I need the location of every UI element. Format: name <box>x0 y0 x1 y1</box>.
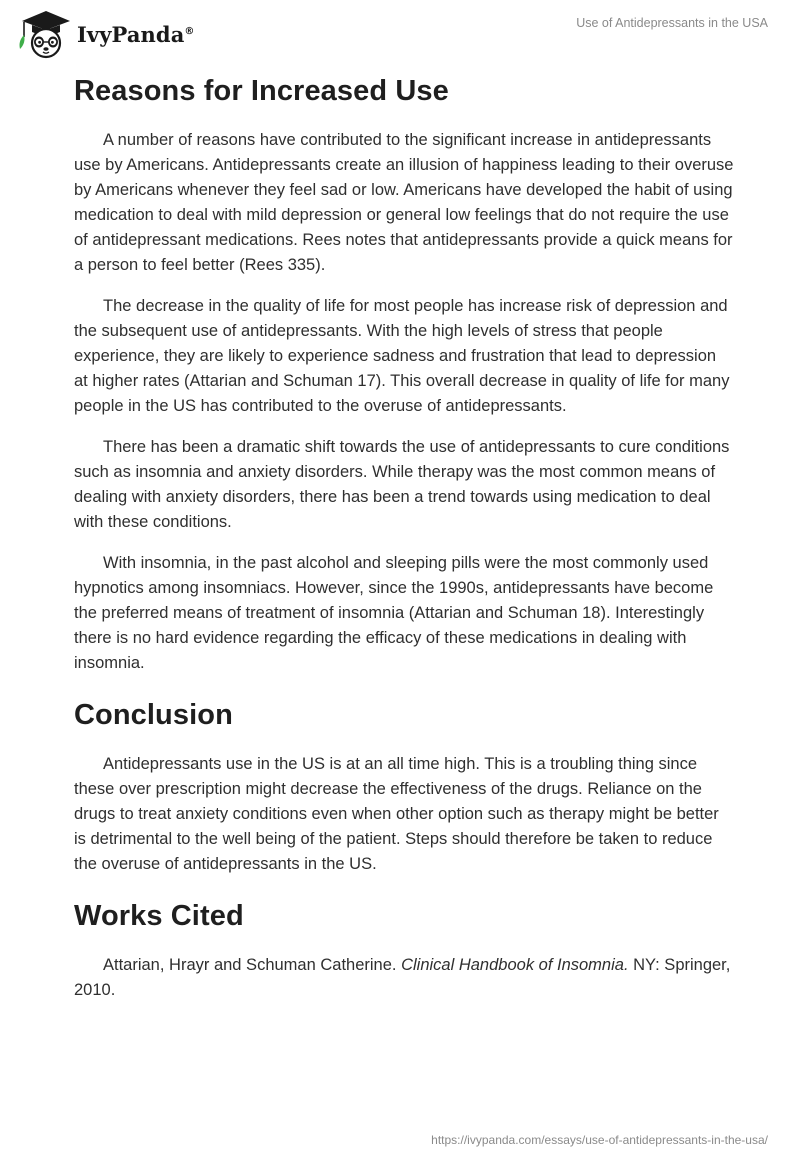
paragraph: With insomnia, in the past alcohol and sleeping pills were the most commonly used hypnotics among insomniacs. However, since the 1990s, antidepressants have become the preferred means of treatment of insomnia (Attarian and Schuman 18). Interestingly there is no hard evidence regarding the efficacy of these medications in dealing with insomnia. <box>74 554 714 672</box>
paragraph: There has been a dramatic shift towards the use of antidepressants to cure conditions such as insomnia and anxiety disorders. While therapy was the most common means of dealing with anxiety disorders, there has been a trend towards using medication to deal with these conditions. <box>74 438 730 531</box>
brand-name: IvyPanda® <box>77 21 195 47</box>
section-reasons <box>74 70 734 676</box>
citation-authors: Attarian, Hrayr and Schuman Catherine. <box>103 956 402 974</box>
paragraph: A number of reasons have contributed to the significant increase in antidepressants use by Americans. Antidepressants create an illusion of happiness leading to their overuse by Americans whenever they feel sad or low. Americans have developed the habit of using medication to deal with mild depression or general low feelings that do not require the use of antidepressant medications. Rees notes that antidepressants provide a quick means for a person to feel better (Rees 335). <box>74 131 734 274</box>
citation-entry <box>74 953 734 1003</box>
brand-logo[interactable] <box>14 7 195 59</box>
section-heading: Reasons for Increased Use <box>74 75 449 107</box>
citation-publisher: NY: Springer, 2010. <box>74 956 731 999</box>
section-conclusion <box>74 694 734 877</box>
source-url-link[interactable]: https://ivypanda.com/essays/use-of-antidepressants-in-the-usa/ <box>431 1133 768 1147</box>
paragraph: The decrease in the quality of life for most people has increase risk of depression and the subsequent use of antidepressants. With the high levels of stress that people experience, they are likely to experience sadness and frustration that lead to depression at higher rates (Attarian and Schuman 17). This overall decrease in quality of life for many people in the US has contributed to the overuse of antidepressants. <box>74 297 730 415</box>
paragraph: Antidepressants use in the US is at an all time high. This is a troubling thing since these over prescription might decrease the effectiveness of the drugs. Reliance on the drugs to treat anxiety conditions even when other option such as therapy might be better is detrimental to the well being of the patient. Steps should therefore be taken to reduce the overuse of antidepressants in the US. <box>74 755 719 873</box>
citation-title: Clinical Handbook of Insomnia. <box>401 956 629 974</box>
page-header <box>0 0 800 60</box>
section-heading: Conclusion <box>74 699 233 731</box>
section-heading: Works Cited <box>74 900 244 932</box>
panda-graduate-icon <box>14 7 74 59</box>
document-title: Use of Antidepressants in the USA <box>576 16 768 30</box>
registered-mark: ® <box>184 25 195 37</box>
essay-content <box>74 70 734 1019</box>
section-works-cited <box>74 895 734 1003</box>
